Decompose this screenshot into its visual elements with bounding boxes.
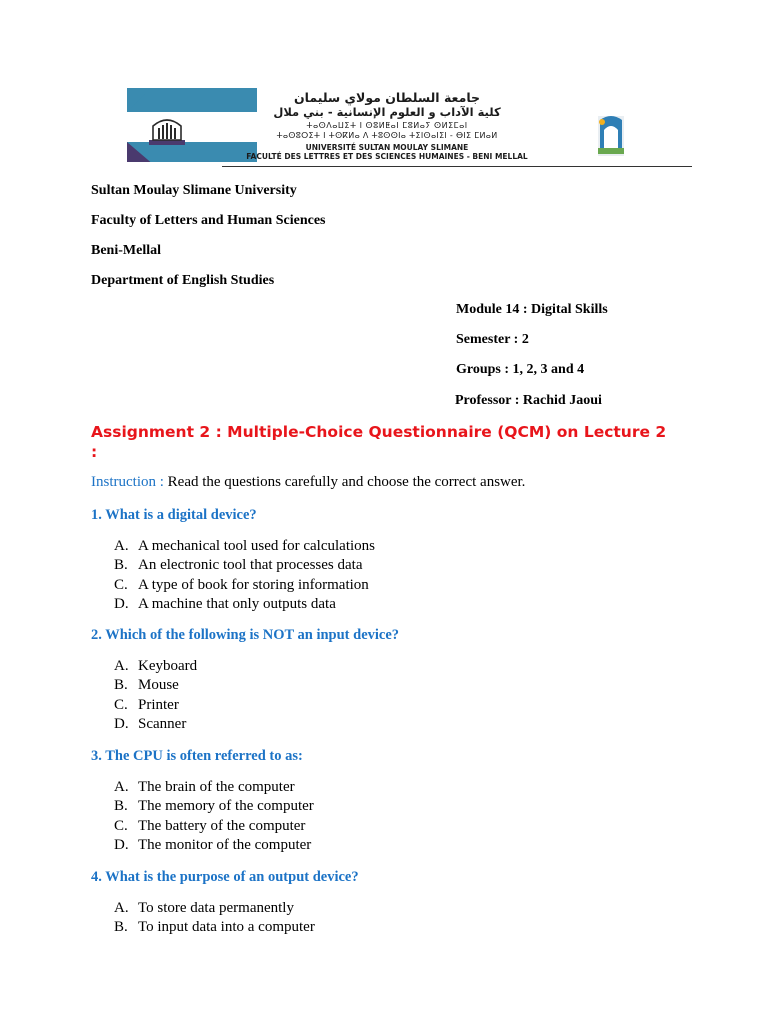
option-letter: D. bbox=[114, 595, 129, 612]
banner-french-line-2: FACULTÉ DES LETTRES ET DES SCIENCES HUMAINES - BENI MELLAL bbox=[246, 152, 528, 161]
list-item bbox=[114, 899, 315, 918]
question-1: 1. What is a digital device? bbox=[91, 507, 257, 523]
list-item bbox=[114, 576, 375, 595]
option-text: Printer bbox=[138, 696, 179, 713]
option-text: A mechanical tool used for calculations bbox=[138, 538, 376, 554]
module-label: Module 14 : Digital Skills bbox=[456, 302, 608, 317]
list-item bbox=[114, 657, 197, 676]
banner-underline bbox=[222, 166, 692, 167]
list-item bbox=[114, 817, 314, 836]
city-name: Beni-Mellal bbox=[91, 243, 161, 258]
option-text: A machine that only outputs data bbox=[138, 595, 336, 612]
instruction-text: Read the questions carefully and choose the correct answer. bbox=[163, 474, 526, 490]
question-2-options bbox=[114, 657, 197, 734]
option-letter: A. bbox=[114, 658, 129, 674]
option-text: An electronic tool that processes data bbox=[138, 557, 363, 574]
option-letter: D. bbox=[114, 715, 129, 732]
banner-arabic-line-1: جامعة السلطان مولاي سليمان bbox=[293, 90, 481, 105]
option-letter: B. bbox=[114, 798, 128, 815]
list-item bbox=[114, 797, 314, 816]
list-item bbox=[114, 537, 375, 556]
faculty-logo-icon bbox=[596, 112, 626, 158]
semester-label: Semester : 2 bbox=[456, 332, 529, 347]
banner-text-block bbox=[222, 88, 552, 161]
option-text: The battery of the computer bbox=[138, 817, 306, 834]
option-letter: C. bbox=[114, 576, 128, 593]
option-text: To input data into a computer bbox=[138, 919, 315, 936]
university-logo-icon bbox=[149, 116, 185, 146]
university-name: Sultan Moulay Slimane University bbox=[91, 183, 297, 198]
option-letter: C. bbox=[114, 696, 128, 713]
option-text: Mouse bbox=[138, 677, 179, 694]
banner-tifinagh-line-2: ⵜⴰⵙⵓⵔⵉⵜ ⵏ ⵜⵙⴽⵍⴰ ⴷ ⵜⵓⵙⵙⵏⴰ ⵜⵉⵏⵙⴰⵏⵉⵏ - ⴱⵏⵉ ⵎⵍⴰⵍ bbox=[276, 131, 498, 140]
question-4: 4. What is the purpose of an output device? bbox=[91, 869, 359, 885]
option-letter: A. bbox=[114, 538, 129, 554]
banner-french-line-1: UNIVERSITÉ SULTAN MOULAY SLIMANE bbox=[305, 143, 469, 152]
assignment-title: Assignment 2 : Multiple-Choice Questionnaire (QCM) on Lecture 2 : bbox=[91, 423, 667, 461]
list-item bbox=[114, 595, 375, 614]
option-letter: B. bbox=[114, 677, 128, 694]
instruction-label: Instruction : bbox=[91, 474, 164, 490]
question-3-options bbox=[114, 778, 314, 855]
instruction bbox=[91, 474, 525, 491]
option-text: The brain of the computer bbox=[138, 779, 295, 795]
banner-arabic-line-2: كلية الآداب و العلوم الإنسانية - بني ملال bbox=[273, 105, 501, 119]
option-text: Keyboard bbox=[138, 658, 198, 674]
option-letter: B. bbox=[114, 919, 128, 936]
list-item bbox=[114, 918, 315, 937]
professor-label: Professor : Rachid Jaoui bbox=[455, 393, 602, 408]
question-3: 3. The CPU is often referred to as: bbox=[91, 748, 303, 764]
list-item bbox=[114, 696, 197, 715]
list-item bbox=[114, 676, 197, 695]
university-banner bbox=[127, 88, 640, 168]
list-item bbox=[114, 778, 314, 797]
option-text: The memory of the computer bbox=[138, 798, 314, 815]
question-1-options bbox=[114, 537, 375, 614]
option-letter: B. bbox=[114, 557, 128, 574]
question-2: 2. Which of the following is NOT an input device? bbox=[91, 627, 400, 643]
option-text: To store data permanently bbox=[138, 900, 294, 916]
department-name: Department of English Studies bbox=[91, 273, 275, 288]
list-item bbox=[114, 715, 197, 734]
option-text: A type of book for storing information bbox=[138, 576, 369, 593]
list-item bbox=[114, 556, 375, 575]
option-letter: A. bbox=[114, 900, 129, 916]
option-letter: A. bbox=[114, 779, 129, 795]
banner-tifinagh-line-1: ⵜⴰⵙⴷⴰⵡⵉⵜ ⵏ ⵙⵓⵍⵟⴰⵏ ⵎⵓⵍⴰⵢ ⵙⵍⵉⵎⴰⵏ bbox=[306, 121, 468, 130]
option-text: Scanner bbox=[138, 715, 187, 732]
list-item bbox=[114, 836, 314, 855]
faculty-name: Faculty of Letters and Human Sciences bbox=[91, 213, 326, 228]
option-letter: C. bbox=[114, 817, 128, 834]
question-4-options bbox=[114, 899, 315, 938]
option-letter: D. bbox=[114, 836, 129, 853]
groups-label: Groups : 1, 2, 3 and 4 bbox=[456, 362, 585, 377]
option-text: The monitor of the computer bbox=[138, 836, 312, 853]
